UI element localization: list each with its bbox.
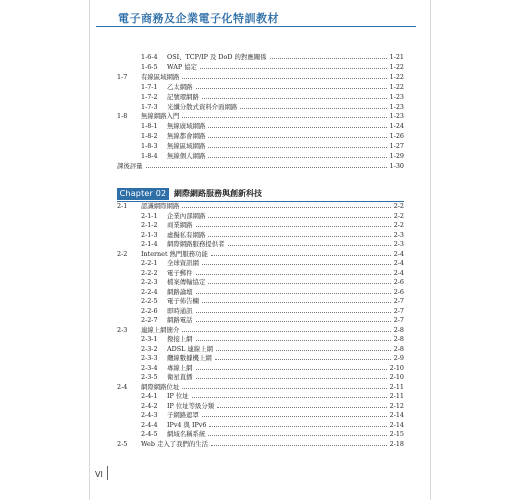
toc-entry-page: 2-7: [393, 316, 404, 324]
toc-entry-page: 2-2: [393, 221, 404, 229]
toc-entry-page: 2-18: [389, 439, 404, 448]
toc-entry: [117, 296, 404, 305]
toc-entry-number: 2-3-1: [141, 335, 158, 343]
toc-entry-number: 2-4-1: [141, 392, 158, 400]
toc-leader-dots: [196, 293, 391, 294]
toc-entry-number: 1-7-1: [141, 82, 158, 91]
toc-entry-page: 1-29: [389, 152, 404, 160]
toc-entry-number: 1-8: [117, 112, 128, 121]
toc-entry-title: 有線區域網路: [141, 72, 180, 81]
toc-leader-dots: [202, 98, 387, 99]
toc-entry-page: 1-26: [389, 132, 404, 141]
toc-leader-dots: [270, 58, 387, 59]
toc-leader-dots: [228, 245, 391, 246]
toc-leader-dots: [200, 68, 387, 69]
toc-entry-page: 2-6: [393, 278, 404, 286]
toc-entry: [117, 429, 404, 438]
toc-entry-title: 無線區域網路: [167, 142, 206, 151]
toc-entry-number: 2-2-6: [141, 306, 158, 315]
toc-leader-dots: [202, 264, 391, 265]
toc-entry-number: 2-2: [117, 249, 128, 258]
toc-entry: [117, 102, 404, 111]
toc-entry-page: 2-3: [393, 230, 404, 239]
toc-entry: [117, 211, 404, 220]
toc-leader-dots: [202, 416, 387, 417]
toc-entry: [117, 268, 404, 277]
toc-entry: [117, 230, 404, 239]
toc-entry: [117, 287, 404, 296]
toc-entry-number: 1-8-1: [141, 122, 158, 131]
toc-entry-number: 1-8-4: [141, 152, 158, 160]
toc-leader-dots: [196, 312, 391, 313]
page-folio: VI: [95, 470, 103, 479]
toc-entry: [117, 410, 404, 419]
toc-entry-number: 1-8-2: [141, 132, 158, 141]
toc-entry-number: 1-7: [117, 72, 128, 81]
toc-entry: [117, 334, 404, 343]
toc-leader-dots: [208, 137, 387, 138]
toc-entry-number: 2-3-4: [141, 363, 158, 372]
toc-leader-dots: [182, 388, 387, 389]
chapter-label: Chapter 02: [117, 188, 169, 200]
toc-leader-dots: [208, 217, 391, 218]
toc-entry-title: 全球資訊網: [167, 259, 199, 267]
toc-entry-page: 1-23: [389, 92, 404, 101]
toc-leader-dots: [196, 321, 391, 322]
toc-entry: [117, 382, 404, 391]
toc-leader-dots: [217, 407, 387, 408]
toc-entry-page: 2-4: [393, 249, 404, 258]
toc-entry: [117, 325, 404, 334]
toc-entry-number: 2-4-3: [141, 411, 158, 419]
toc-entry-title: 無線廣域網路: [167, 122, 206, 131]
toc-entry-page: 1-23: [389, 102, 404, 111]
toc-entry-number: 2-1: [117, 202, 128, 210]
toc-entry-page: 1-24: [389, 122, 404, 131]
toc-leader-dots: [146, 167, 387, 168]
toc-entry: [117, 82, 404, 91]
toc-entry-page: 1-23: [389, 112, 404, 121]
toc-entry-page: 2-2: [393, 211, 404, 220]
toc-entry-title: WAP 協定: [167, 62, 197, 71]
toc-entry-number: 1-6-4: [141, 53, 158, 61]
toc-leader-dots: [196, 369, 387, 370]
toc-leader-dots: [211, 445, 387, 446]
toc-entry-page: 2-3: [393, 240, 404, 248]
toc-entry-page: 1-21: [389, 53, 404, 61]
toc-entry: [117, 277, 404, 286]
toc-leader-dots: [202, 302, 391, 303]
toc-leader-dots: [208, 283, 391, 284]
toc-entry: [117, 315, 404, 324]
toc-entry-number: 2-2-5: [141, 297, 158, 305]
toc-leader-dots: [182, 78, 387, 79]
toc-leader-dots: [192, 397, 387, 398]
toc-entry-title: 連線上網簡介: [141, 325, 180, 334]
toc-entry: [117, 62, 404, 71]
toc-entry-title: 企業內部網路: [167, 211, 206, 220]
toc-entry-page: 2-11: [389, 392, 404, 400]
toc-leader-dots: [215, 359, 391, 360]
toc-entry-number: 2-2-3: [141, 278, 158, 286]
toc-entry: [117, 258, 404, 267]
book-header-title: 電子商務及企業電子化特訓教材: [118, 12, 279, 25]
toc-leader-dots: [208, 435, 387, 436]
toc-entry-page: 1-22: [389, 82, 404, 91]
toc-entry-number: 2-4-4: [141, 420, 158, 429]
toc-entry-title: 撥接上網: [167, 335, 193, 343]
toc-leader-dots: [208, 157, 387, 158]
toc-entry-number: 2-1-1: [141, 211, 158, 220]
toc-entry-page: 2-12: [389, 401, 404, 410]
toc-entry: [117, 161, 404, 170]
toc-entry-page: 2-7: [393, 297, 404, 305]
toc-leader-dots: [182, 117, 387, 118]
toc-entry-title: 纜線數據機上網: [167, 354, 212, 362]
toc-entry-title: IPv4 與 IPv6: [167, 420, 207, 429]
toc-entry-title: 無線網路入門: [141, 112, 180, 121]
toc-entry-title: 網路論壇: [167, 287, 193, 296]
toc-entry-number: 2-3-3: [141, 354, 158, 362]
folio-rule: [107, 466, 108, 480]
toc-entry: [117, 353, 404, 362]
toc-entry-number: 1-8-3: [141, 142, 158, 151]
toc-entry-number: 1-6-5: [141, 62, 158, 71]
toc-entry-page: 2-8: [393, 344, 404, 353]
toc-leader-dots: [240, 108, 387, 109]
toc-entry: [117, 72, 404, 81]
toc-entry-page: 2-10: [389, 373, 404, 381]
toc-entry-number: 2-4-5: [141, 430, 158, 438]
toc-entry-page: 1-22: [389, 62, 404, 71]
toc-leader-dots: [216, 350, 391, 351]
toc-entry-page: 2-4: [393, 259, 404, 267]
toc-entry: [117, 401, 404, 410]
toc-entry-page: 2-9: [393, 354, 404, 362]
toc-entry: [117, 220, 404, 229]
toc-entry-title: 乙太網路: [167, 82, 193, 91]
toc-entry-page: 2-8: [393, 335, 404, 343]
toc-entry-page: 2-11: [389, 382, 404, 391]
toc-entry-title: 認識網際網路: [141, 202, 180, 210]
toc-entry-title: 電子佈告欄: [167, 297, 199, 305]
toc-entry-number: 2-3: [117, 325, 128, 334]
toc-entry-page: 2-14: [389, 420, 404, 429]
toc-entry-number: 2-3-2: [141, 344, 158, 353]
toc-entry-number: 2-1-3: [141, 230, 158, 239]
toc-entry: [117, 344, 404, 353]
toc-entry-page: 2-14: [389, 411, 404, 419]
toc-entry-title: 網域名稱系統: [167, 430, 206, 438]
toc-entry-title: IP 位址等級分類: [167, 401, 215, 410]
toc-entry-title: 課後評量: [117, 161, 143, 170]
toc-entry-title: 虛擬私有網路: [167, 230, 206, 239]
toc-entry: [117, 306, 404, 315]
toc-entry-title: 商業網路: [167, 221, 193, 229]
toc-leader-dots: [196, 378, 387, 379]
toc-entry-page: 2-15: [389, 430, 404, 438]
toc-entry-number: 1-7-2: [141, 92, 158, 101]
toc-entry-title: OSI、TCP/IP 及 DoD 的對應關係: [167, 53, 267, 61]
toc-entry-number: 2-2-7: [141, 316, 158, 324]
toc-entry-number: 2-2-1: [141, 259, 158, 267]
toc-entry: [117, 372, 404, 381]
toc-entry: [117, 151, 404, 160]
toc-entry-title: 網路電話: [167, 316, 193, 324]
toc-entry: [117, 239, 404, 248]
toc-entry-page: 2-7: [393, 306, 404, 315]
toc-entry-page: 1-22: [389, 72, 404, 81]
header-rule: [96, 26, 416, 27]
toc-leader-dots: [208, 236, 391, 237]
toc-entry-title: 光纖分散式資料介面網路: [167, 102, 238, 111]
toc-entry: [117, 420, 404, 429]
toc-entry: [117, 92, 404, 101]
chapter-title: 網際網路服務與創新科技: [174, 189, 262, 198]
toc-leader-dots: [208, 147, 387, 148]
toc-entry-title: 專線上網: [167, 363, 193, 372]
toc-entry-number: 1-7-3: [141, 102, 158, 111]
toc-entry-number: 2-4-2: [141, 401, 158, 410]
toc-entry-title: 記號環網路: [167, 92, 199, 101]
toc-entry: [117, 52, 404, 61]
toc-entry: [117, 363, 404, 372]
toc-leader-dots: [196, 226, 391, 227]
toc-entry: [117, 121, 404, 130]
toc-entry: [117, 391, 404, 400]
toc-entry-title: 網際網路服務提供者: [167, 240, 225, 248]
toc-entry: [117, 201, 404, 210]
toc-entry: [117, 131, 404, 140]
toc-entry-page: 2-4: [393, 268, 404, 277]
toc-entry-number: 2-3-5: [141, 373, 158, 381]
toc-entry-title: 電子郵件: [167, 268, 193, 277]
toc-entry-title: ADSL 連線上網: [167, 344, 213, 353]
toc-entry-page: 2-6: [393, 287, 404, 296]
toc-entry: [117, 439, 404, 448]
toc-entry-title: 無線個人網路: [167, 152, 206, 160]
toc-entry-title: 網際網路位址: [141, 382, 180, 391]
toc-leader-dots: [196, 88, 387, 89]
toc-leader-dots: [182, 207, 391, 208]
toc-entry-number: 2-5: [117, 439, 128, 448]
toc-entry-title: 即時通訊: [167, 306, 193, 315]
toc-leader-dots: [182, 331, 391, 332]
toc-entry-title: IP 位址: [167, 392, 189, 400]
toc-entry-title: 子網路遮罩: [167, 411, 199, 419]
toc-entry-page: 2-2: [393, 202, 404, 210]
toc-leader-dots: [208, 127, 387, 128]
toc-entry-page: 2-8: [393, 325, 404, 334]
toc-entry-number: 2-2-4: [141, 287, 158, 296]
toc-entry: [117, 111, 404, 120]
toc-leader-dots: [196, 340, 391, 341]
toc-leader-dots: [211, 255, 391, 256]
toc-entry-title: 衛星直播: [167, 373, 193, 381]
toc-entry-title: 檔案傳輸協定: [167, 278, 206, 286]
toc-entry-number: 2-2-2: [141, 268, 158, 277]
toc-entry-page: 1-27: [389, 142, 404, 151]
toc-entry: [117, 141, 404, 150]
toc-leader-dots: [196, 274, 391, 275]
toc-entry-page: 2-10: [389, 363, 404, 372]
toc-leader-dots: [209, 426, 387, 427]
toc-entry-title: Web 走入了我們的生活: [141, 439, 209, 448]
toc-entry-title: Internet 熱門服務功能: [141, 249, 208, 258]
toc-entry-page: 1-30: [389, 161, 404, 170]
toc-entry-number: 2-4: [117, 382, 128, 391]
toc-entry-number: 2-1-4: [141, 240, 158, 248]
toc-entry-number: 2-1-2: [141, 221, 158, 229]
toc-entry-title: 無線都會網路: [167, 132, 206, 141]
toc-entry: [117, 249, 404, 258]
